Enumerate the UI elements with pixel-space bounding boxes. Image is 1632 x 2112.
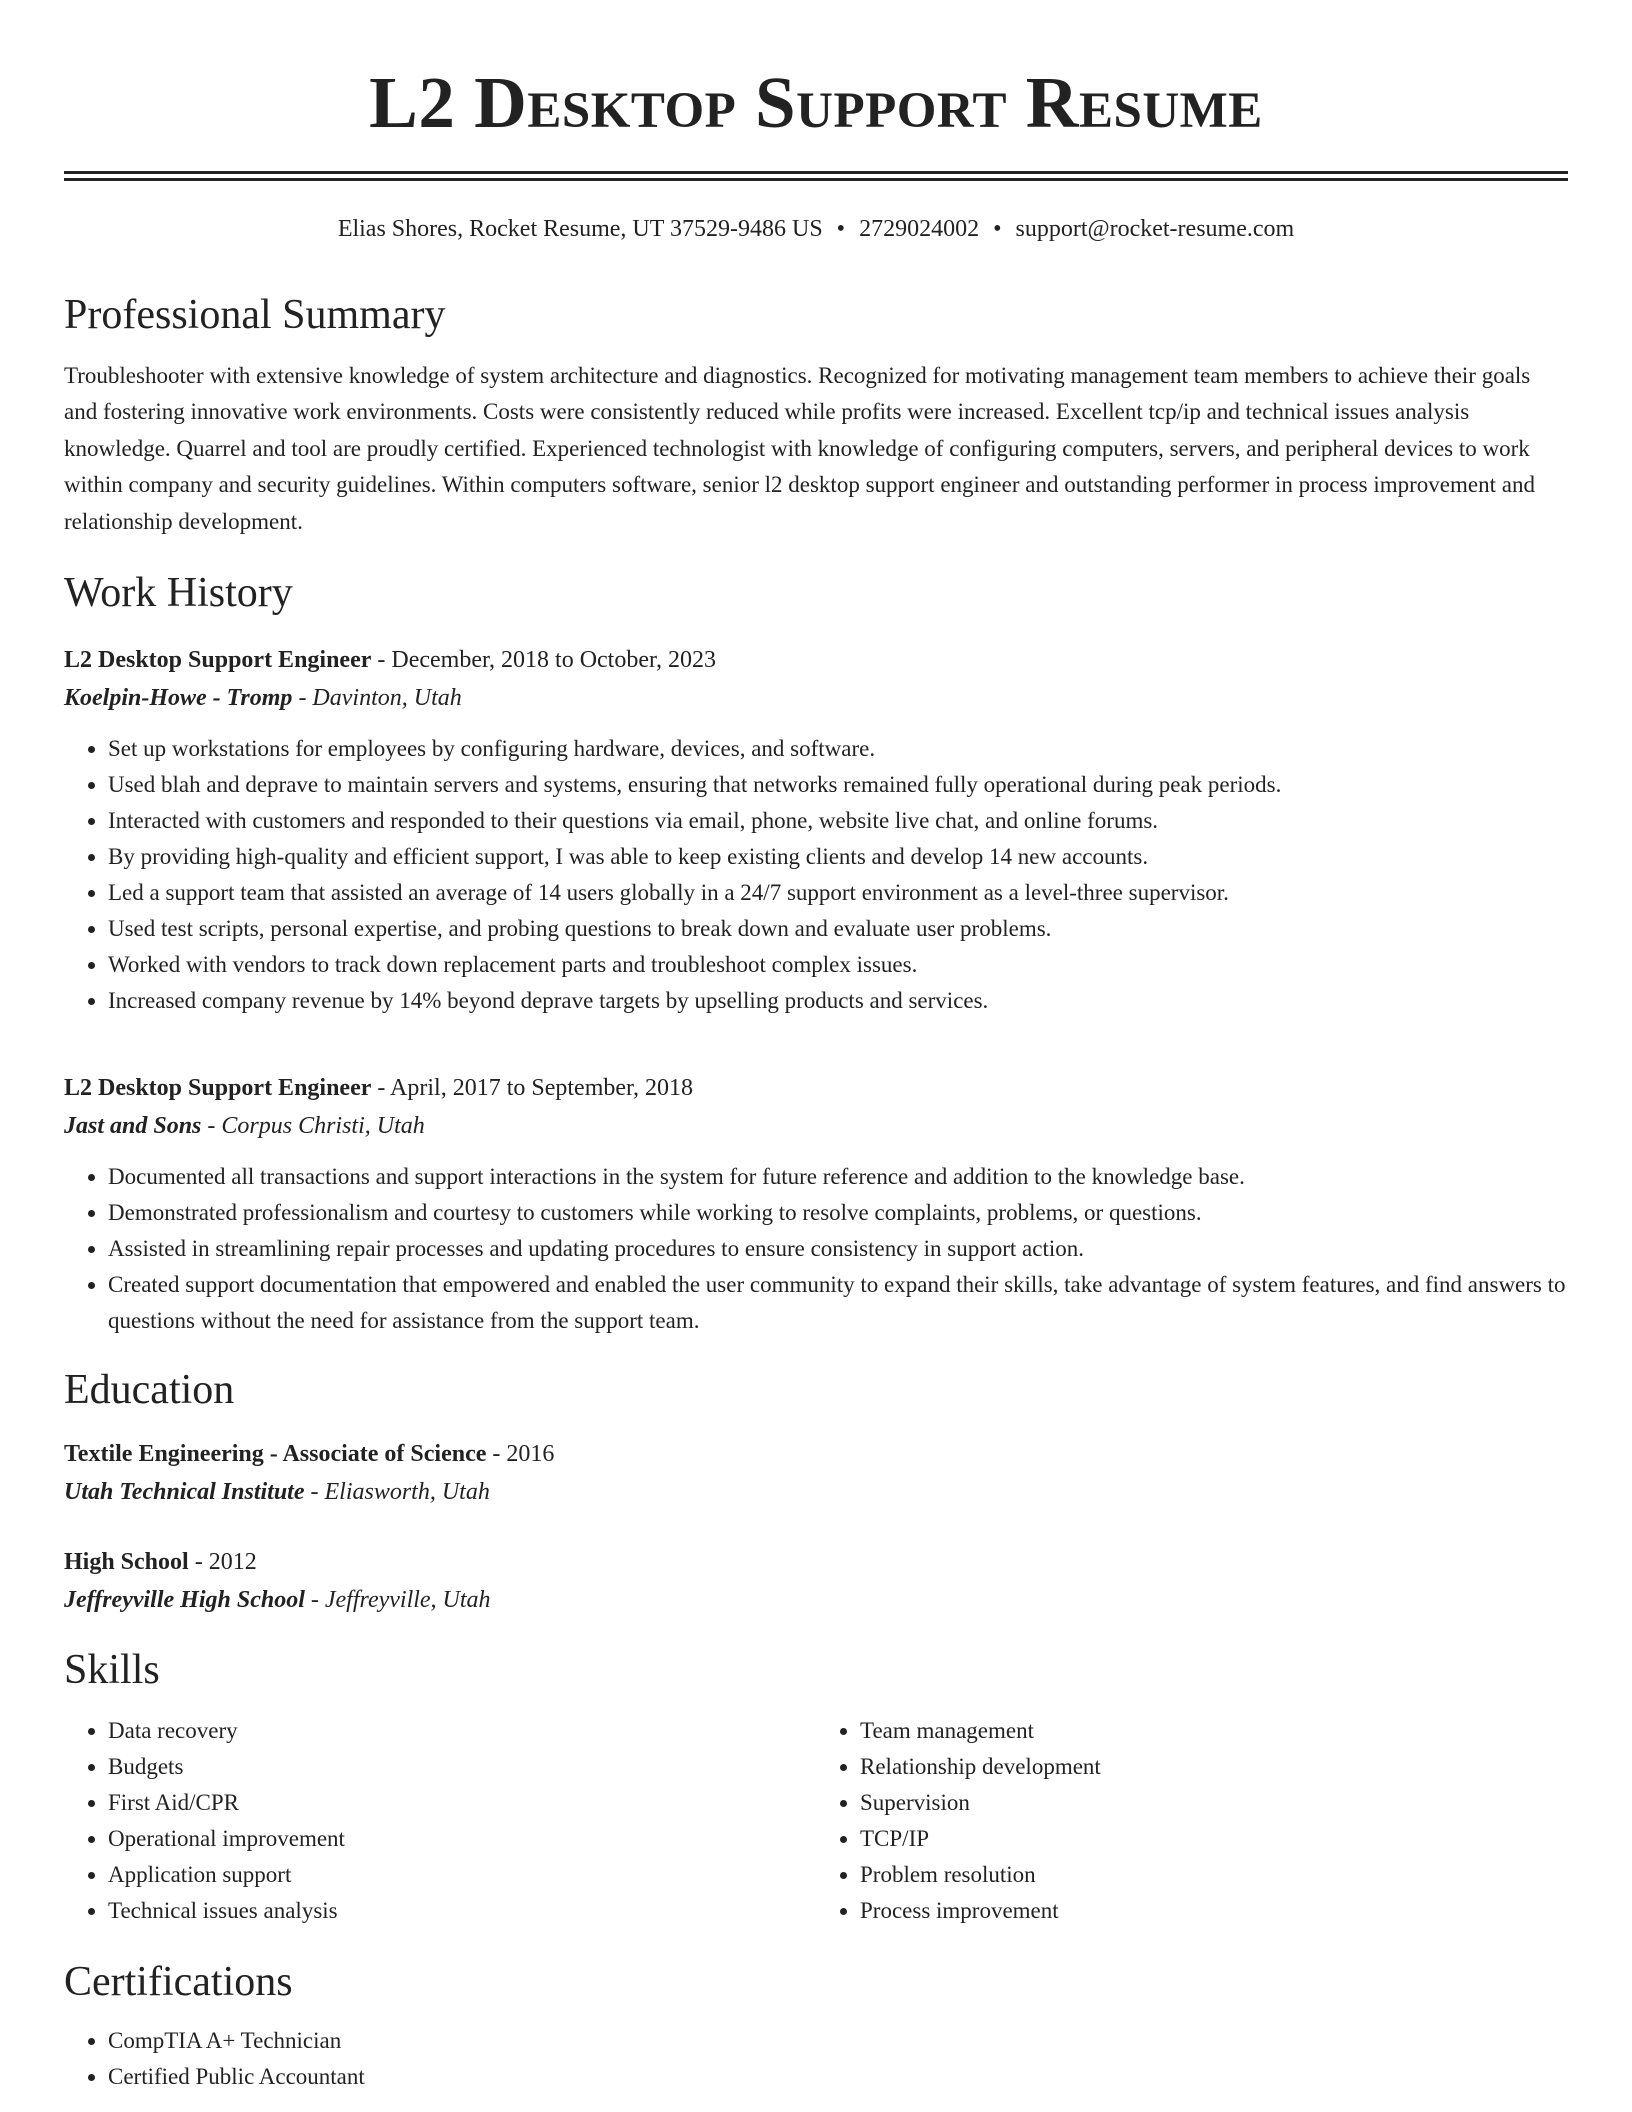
skill-item: • Relationship development — [860, 1749, 1568, 1785]
education-degree: Textile Engineering - Associate of Science — [64, 1440, 487, 1467]
education-heading: Education — [64, 1366, 235, 1413]
job-bullet: • Worked with vendors to track down replacement parts and troubleshoot complex issues. — [108, 947, 1568, 983]
education-entry — [64, 1435, 1568, 1511]
skill-item: • First Aid/CPR — [108, 1785, 816, 1821]
job-company-line — [64, 1107, 1568, 1145]
job-bullet: • Increased company revenue by 14% beyond deprave targets by upselling products and services. — [108, 983, 1568, 1019]
title-double-rule — [64, 171, 1568, 181]
skill-item: • Process improvement — [860, 1893, 1568, 1929]
contact-phone: 2729024002 — [859, 216, 980, 242]
job-bullet: • Set up workstations for employees by configuring hardware, devices, and software. — [108, 731, 1568, 767]
job-dates: - April, 2017 to September, 2018 — [371, 1074, 694, 1101]
contact-address: Elias Shores, Rocket Resume, UT 37529-9486 US — [337, 216, 823, 242]
education-degree: High School — [64, 1548, 189, 1575]
education-school: Jeffreyville High School — [64, 1586, 305, 1613]
certification-item: • Certified Public Accountant — [108, 2059, 1568, 2095]
education-school-line — [64, 1473, 1568, 1511]
certifications-heading: Certifications — [64, 1959, 293, 2006]
certification-item: • CompTIA A+ Technician — [108, 2023, 1568, 2059]
job-bullet: • Led a support team that assisted an average of 14 users globally in a 24/7 support environment as a level-three supervisor. — [108, 875, 1568, 911]
job-bullet: • Interacted with customers and responded to their questions via email, phone, website live chat, and online forums. — [108, 803, 1568, 839]
education-school: Utah Technical Institute — [64, 1478, 305, 1505]
summary-text: Troubleshooter with extensive knowledge of system architecture and diagnostics. Recognized for motivating management team members to achieve their goals and fostering innovative work environments. Costs were consistently reduced while profits were increased. Excellent tcp/ip and technical issues analysis knowledge. Quarrel and tool are proudly certified. Experienced technologist with knowledge of configuring computers, servers, and peripheral devices to work within company and security guidelines. Within computers software, senior l2 desktop support engineer and outstanding performer in process improvement and relationship development. — [64, 362, 1535, 534]
skills-column-right — [816, 1713, 1568, 1929]
skill-item: • Team management — [860, 1713, 1568, 1749]
job-location: - Corpus Christi, Utah — [201, 1112, 425, 1139]
certifications-list — [64, 2023, 1568, 2095]
job-company: Koelpin-Howe - Tromp — [64, 684, 293, 711]
job-entry — [64, 1069, 1568, 1339]
job-bullet: • By providing high-quality and efficient support, I was able to keep existing clients and develop 14 new accounts. — [108, 839, 1568, 875]
job-entry — [64, 641, 1568, 1019]
education-location: - Eliasworth, Utah — [304, 1478, 490, 1505]
job-title-line — [64, 1069, 1568, 1107]
job-company: Jast and Sons — [64, 1112, 202, 1139]
job-bullet: • Used test scripts, personal expertise, and probing questions to break down and evaluate user problems. — [108, 911, 1568, 947]
education-degree-line — [64, 1543, 1568, 1581]
job-dates: - December, 2018 to October, 2023 — [371, 646, 717, 673]
contact-line — [64, 215, 1568, 244]
skills-heading: Skills — [64, 1646, 160, 1693]
job-company-line — [64, 679, 1568, 717]
education-degree-line — [64, 1435, 1568, 1473]
education-school-line — [64, 1581, 1568, 1619]
skill-item: • Data recovery — [108, 1713, 816, 1749]
skill-item: • Technical issues analysis — [108, 1893, 816, 1929]
skill-item: • Operational improvement — [108, 1821, 816, 1857]
job-title-line — [64, 641, 1568, 679]
education-year: - 2012 — [188, 1548, 257, 1575]
skills-grid — [64, 1713, 1568, 1929]
job-bullet: • Documented all transactions and support interactions in the system for future reference and addition to the knowledge base. — [108, 1159, 1568, 1195]
resume-title: L2 Desktop Support Resume — [369, 62, 1263, 143]
skill-item: • Problem resolution — [860, 1857, 1568, 1893]
summary-heading: Professional Summary — [64, 291, 446, 338]
skill-item: • Budgets — [108, 1749, 816, 1785]
job-bullets — [64, 1159, 1568, 1339]
job-bullet: • Assisted in streamlining repair processes and updating procedures to ensure consistency in support action. — [108, 1231, 1568, 1267]
job-title: L2 Desktop Support Engineer — [64, 646, 372, 673]
job-bullet: • Used blah and deprave to maintain servers and systems, ensuring that networks remained fully operational during peak periods. — [108, 767, 1568, 803]
job-bullets — [64, 731, 1568, 1019]
skills-column-left — [64, 1713, 816, 1929]
education-entry — [64, 1543, 1568, 1619]
contact-separator: • — [993, 216, 1002, 242]
job-bullet: • Created support documentation that empowered and enabled the user community to expand their skills, take advantage of system features, and find answers to questions without the need for assistance from the support team. — [108, 1267, 1568, 1339]
skill-item: • Supervision — [860, 1785, 1568, 1821]
job-location: - Davinton, Utah — [292, 684, 462, 711]
skill-item: • TCP/IP — [860, 1821, 1568, 1857]
skill-item: • Application support — [108, 1857, 816, 1893]
contact-separator: • — [836, 216, 846, 242]
contact-email: support@rocket-resume.com — [1015, 216, 1295, 242]
education-year: - 2016 — [486, 1440, 555, 1467]
job-bullet: • Demonstrated professionalism and courtesy to customers while working to resolve complaints, problems, or questions. — [108, 1195, 1568, 1231]
job-title: L2 Desktop Support Engineer — [64, 1074, 372, 1101]
work-history-heading: Work History — [64, 570, 293, 617]
education-location: - Jeffreyville, Utah — [304, 1586, 491, 1613]
